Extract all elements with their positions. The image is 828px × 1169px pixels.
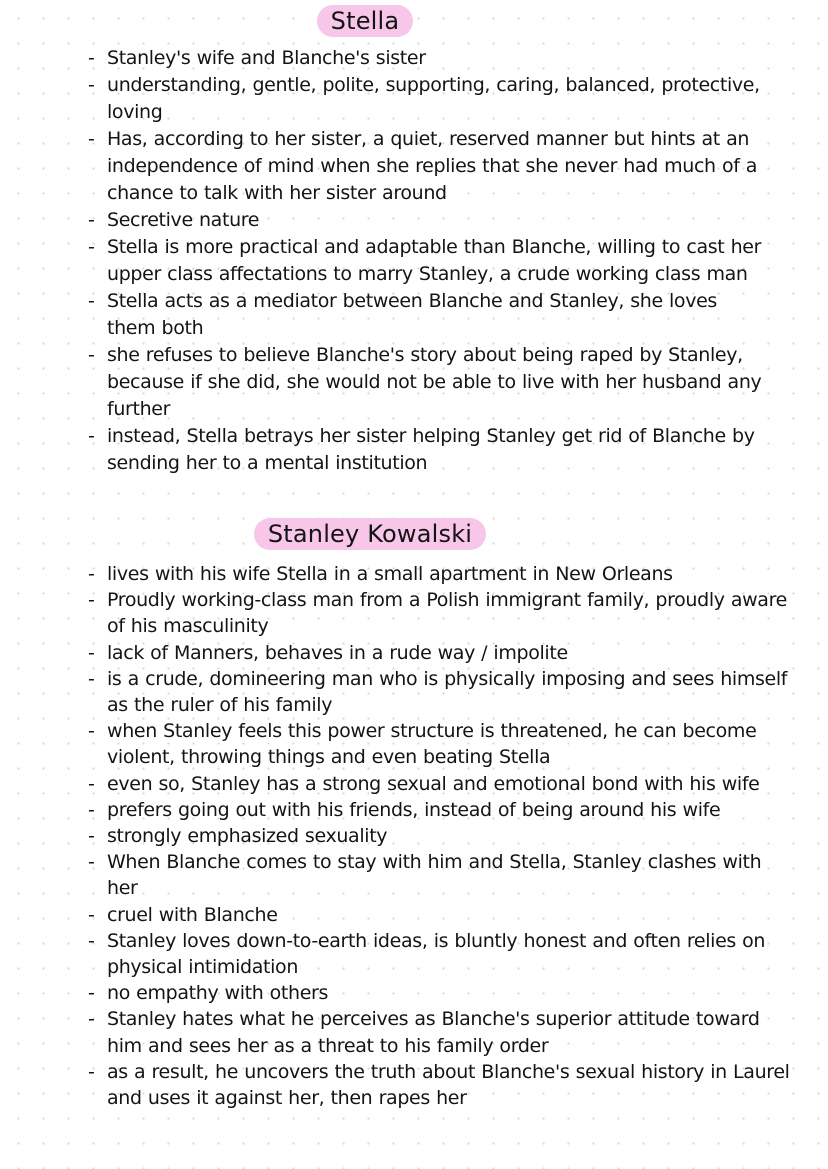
stanley-item-7: - prefers going out with his friends, instead of being around his wife [88, 797, 793, 823]
stella-item-7: - she refuses to believe Blanche's story about being raped by Stanley, because if she did, she would not be able to live with her husband any further [88, 342, 768, 423]
stella-trait-list [88, 45, 768, 477]
stanley-item-5: - when Stanley feels this power structure is threatened, he can become violent, throwing things and even beating Stella [88, 718, 793, 770]
stanley-trait-list [88, 561, 793, 1111]
stella-item-4: - Secretive nature [88, 207, 768, 234]
stanley-item-2: - Proudly working-class man from a Polish immigrant family, proudly aware of his masculinity [88, 587, 793, 639]
stella-item-2: - understanding, gentle, polite, supporting, caring, balanced, protective, loving [88, 72, 768, 126]
stella-item-5: - Stella is more practical and adaptable than Blanche, willing to cast her upper class affectations to marry Stanley, a crude working class man [88, 234, 768, 288]
stanley-heading: Stanley Kowalski [254, 518, 486, 550]
stanley-item-11: - Stanley loves down-to-earth ideas, is bluntly honest and often relies on physical intimidation [88, 928, 793, 980]
stanley-item-8: - strongly emphasized sexuality [88, 823, 793, 849]
stella-item-1: - Stanley's wife and Blanche's sister [88, 45, 768, 72]
stanley-item-12: - no empathy with others [88, 980, 793, 1006]
stanley-item-1: - lives with his wife Stella in a small apartment in New Orleans [88, 561, 793, 587]
stanley-item-13: - Stanley hates what he perceives as Blanche's superior attitude toward him and sees her as a threat to his family order [88, 1006, 793, 1058]
stella-heading: Stella [317, 5, 414, 37]
stanley-item-10: - cruel with Blanche [88, 902, 793, 928]
stella-item-8: - instead, Stella betrays her sister helping Stanley get rid of Blanche by sending her to a mental institution [88, 423, 768, 477]
stella-heading-container [0, 5, 730, 45]
stanley-item-14: - as a result, he uncovers the truth about Blanche's sexual history in Laurel and uses it against her, then rapes her [88, 1059, 793, 1111]
stanley-item-6: - even so, Stanley has a strong sexual and emotional bond with his wife [88, 771, 793, 797]
stanley-item-9: - When Blanche comes to stay with him and Stella, Stanley clashes with her [88, 849, 793, 901]
stanley-heading-container [0, 518, 740, 558]
stella-item-6: - Stella acts as a mediator between Blanche and Stanley, she loves them both [88, 288, 768, 342]
stanley-item-3: - lack of Manners, behaves in a rude way / impolite [88, 640, 793, 666]
stanley-item-4: - is a crude, domineering man who is physically imposing and sees himself as the ruler of his family [88, 666, 793, 718]
stella-item-3: - Has, according to her sister, a quiet, reserved manner but hints at an independence of mind when she replies that she never had much of a chance to talk with her sister around [88, 126, 768, 207]
